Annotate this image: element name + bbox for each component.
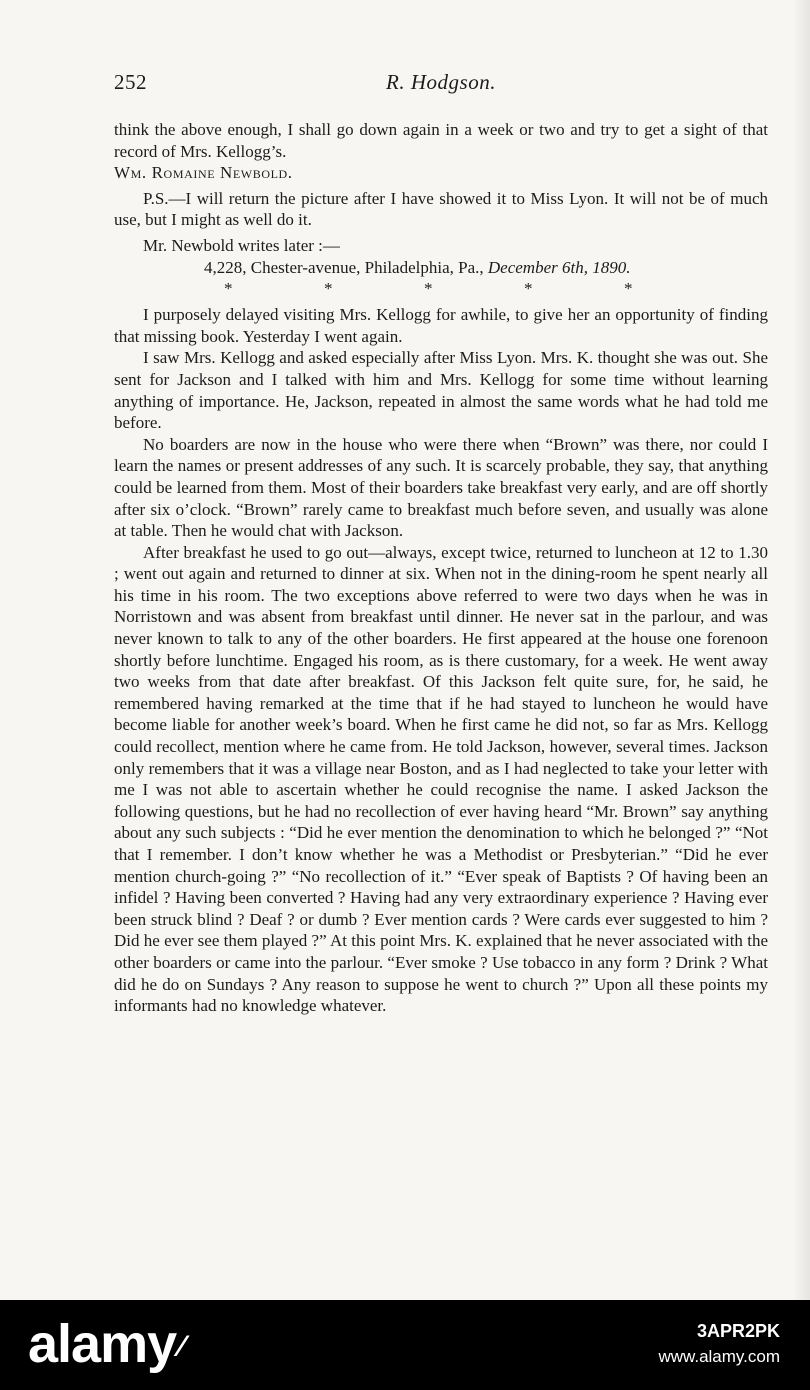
- page-edge-shadow: [792, 0, 810, 1300]
- logo-mark-icon: ⁄: [179, 1330, 184, 1363]
- paragraph: I purposely delayed visiting Mrs. Kellogg for awhile, to give her an opportunity of finding that missing book. Yesterday I went again.: [114, 305, 768, 346]
- paragraph: No boarders are now in the house who were there when “Brown” was there, nor could I learn the names or present addresses of any such. It is scarcely probable, they say, that anything could be learned from them. Most of their boarders take breakfast very early, and are off shortly after six o’clock. “Brown” rarely came to breakfast much before seven, and usually was alone at table. Then he would chat with Jackson.: [114, 434, 768, 541]
- paragraph: I saw Mrs. Kellogg and asked especially after Miss Lyon. Mrs. K. thought she was out. She sent for Jackson and I talked with him and Mrs. Kellogg for some time without learning anything of importance. He, Jackson, repeated in almost the same words what he had told me before.: [114, 348, 768, 433]
- paragraph-letter-closing: think the above enough, I shall go down again in a week or two and try to get a sight of that record of Mrs. Kellogg’s.: [114, 120, 768, 161]
- asterisk: *: [624, 279, 633, 299]
- letter-date: December 6th, 1890.: [487, 257, 631, 277]
- paragraph-writes-later: Mr. Newbold writes later :—: [143, 235, 340, 255]
- letter-address-line: [114, 257, 768, 279]
- image-id: 3APR2PK: [696, 1321, 780, 1341]
- asterism: [114, 278, 768, 300]
- signature: Wm. Romaine Newbold.: [114, 163, 293, 183]
- paragraph-postscript: P.S.—I will return the picture after I have showed it to Miss Lyon. It will not be of much use, but I might as well do it.: [114, 188, 768, 230]
- image-credit: [658, 1318, 780, 1370]
- paragraph: After breakfast he used to go out—always, except twice, returned to luncheon at 12 to 1.30 ; went out again and returned to dinner at six. When not in the dining-room he spent nearly all his time in his room. The two exceptions above referred to were two days when he was in Norristown and was absent from breakfast until dinner. He never sat in the parlour, and was never known to talk to any of the other boarders. He first appeared at the house one forenoon shortly before lunchtime. Engaged his room, as is there customary, for a week. He went away two weeks from that date after breakfast. Of this Jackson felt quite sure, for, he said, he remembered having remarked at the time that if he had stayed to luncheon he would have become liable for another week’s board. When he first came he did not, so far as Mrs. Kellogg could recollect, mention where he came from. He told Jackson, however, several times. Jackson only remembers that it was a village near Boston, and as I had neglected to take your letter with me I was not able to ascertain whether he could recognise the name. I asked Jackson the following questions, but he had no recollection of ever having heard “Mr. Brown” say anything about any such subjects : “Did he ever mention the denomination to which he belonged ?” “Not that I remember. I don’t know whether he was a Methodist or Presbyterian.” “Did he ever mention church-going ?” “No recollection of it.” “Ever speak of Baptists ? Of having been an infidel ? Having been converted ? Having had any very extraordinary experience ? Having ever been struck blind ? Deaf ? or dumb ? Ever mention cards ? Were cards ever suggested to him ? Did he ever see them played ?” At this point Mrs. K. explained that he never associated with the other boarders or came into the parlour. “Ever smoke ? Use tobacco in any form ? Drink ? What did he do on Sundays ? Any reason to suppose he went to church ?” Upon all these points my informants had no knowledge whatever.: [114, 542, 768, 1016]
- asterisk: *: [424, 279, 433, 299]
- watermark-footer: [0, 1300, 810, 1390]
- asterisk: *: [324, 279, 333, 299]
- running-head: [114, 70, 768, 100]
- page-number: 252: [114, 70, 147, 94]
- letter-address: 4,228, Chester-avenue, Philadelphia, Pa.,: [204, 257, 484, 277]
- brand-name: alamy: [28, 1314, 177, 1374]
- alamy-logo: [28, 1314, 183, 1377]
- running-title: R. Hodgson.: [386, 70, 496, 94]
- asterisk: *: [524, 279, 533, 299]
- asterisk: *: [224, 279, 233, 299]
- body-text: [114, 119, 768, 1017]
- site-url: www.alamy.com: [658, 1347, 780, 1366]
